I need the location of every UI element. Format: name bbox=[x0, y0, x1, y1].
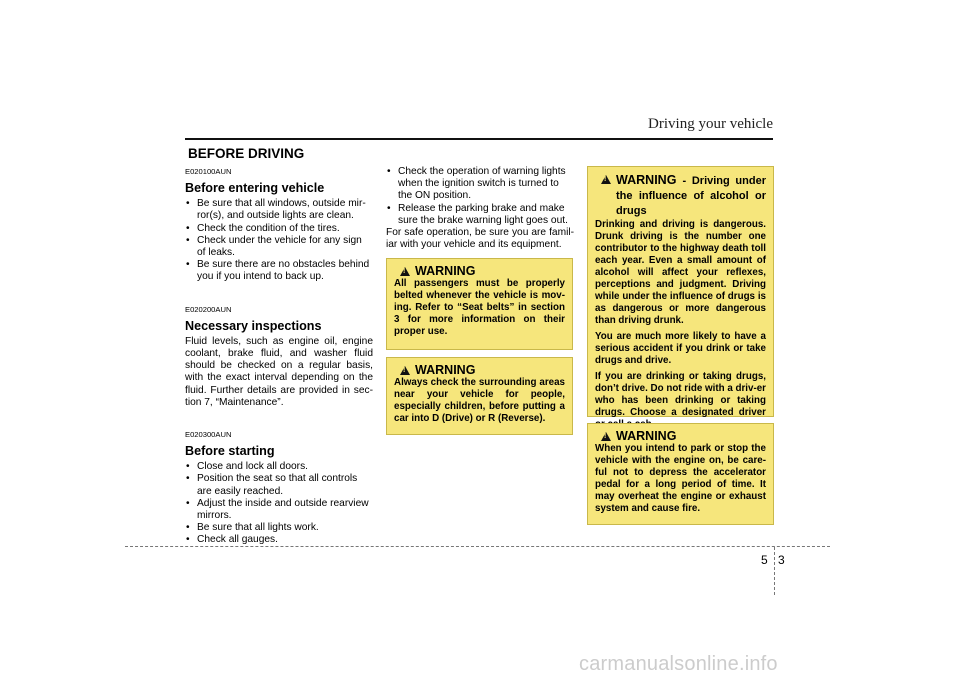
warning-box-surroundings bbox=[386, 357, 573, 435]
warning-subtitle: - Driving under the influence of alcohol or drugs bbox=[616, 175, 766, 217]
warning-title: WARNING bbox=[616, 429, 677, 443]
running-header: Driving your vehicle bbox=[648, 116, 773, 132]
warning-title: WARNING bbox=[616, 173, 677, 187]
safety-note: For safe operation, be sure you are famil-iar with your vehicle and its equipment. bbox=[386, 227, 574, 251]
checklist-middle bbox=[386, 166, 574, 227]
warning-triangle-icon bbox=[601, 175, 611, 184]
column-middle bbox=[386, 166, 574, 251]
watermark: carmanualsonline.info bbox=[579, 653, 778, 675]
warning-paragraph: You are much more likely to have a serious accident if you drink or take drugs and drive. bbox=[595, 331, 766, 366]
list-item: • Check under the vehicle for any sign of leaks. bbox=[185, 235, 373, 259]
heading-before-starting: Before starting bbox=[185, 444, 275, 459]
section-code: E020300AUN bbox=[185, 430, 232, 440]
heading-necessary-inspections: Necessary inspections bbox=[185, 318, 322, 333]
list-item: • Check all gauges. bbox=[185, 534, 373, 546]
list-item: • Be sure that all lights work. bbox=[185, 522, 373, 534]
page-number-divider bbox=[774, 547, 775, 595]
list-item: • Close and lock all doors. bbox=[185, 461, 373, 473]
list-item: • Check the operation of warning lights when the ignition switch is turned to the ON position. bbox=[386, 166, 574, 203]
warning-box-idling bbox=[587, 423, 774, 525]
list-item: • Be sure there are no obstacles behind you if you intend to back up. bbox=[185, 259, 373, 283]
heading-before-entering: Before entering vehicle bbox=[185, 181, 325, 196]
section-number: 5 bbox=[761, 553, 768, 567]
warning-title: WARNING bbox=[415, 363, 476, 377]
warning-box-alcohol bbox=[587, 166, 774, 417]
checklist-entering bbox=[185, 198, 373, 283]
warning-title: WARNING bbox=[415, 264, 476, 278]
list-item: • Release the parking brake and make sure the brake warning light goes out. bbox=[386, 203, 574, 227]
list-item: • Be sure that all windows, outside mir-ror(s), and outside lights are clean. bbox=[185, 198, 373, 222]
list-item: • Check the condition of the tires. bbox=[185, 223, 373, 235]
section-title: BEFORE DRIVING bbox=[188, 146, 305, 161]
inspections-text: Fluid levels, such as engine oil, engine coolant, brake fluid, and washer fluid should be checked on a regular basis, with the exact interval depending on the fluid. Further details are provided in sec-tion 7, “Maintenance”. bbox=[185, 335, 373, 408]
header-rule bbox=[185, 138, 773, 140]
warning-text: All passengers must be properly belted whenever the vehicle is mov-ing. Refer to “Seat belts” in section 3 for more information on their proper use. bbox=[394, 278, 565, 337]
list-item: • Position the seat so that all controls are easily reached. bbox=[185, 473, 373, 497]
footer-divider bbox=[125, 546, 830, 547]
warning-text: When you intend to park or stop the vehicle with the engine on, be care-ful not to depress the accelerator pedal for a long period of time. It may overheat the engine or exhaust system and cause fire. bbox=[595, 443, 766, 514]
column-left bbox=[185, 166, 373, 547]
section-code: E020200AUN bbox=[185, 304, 232, 314]
checklist-starting bbox=[185, 461, 373, 546]
warning-box-seat-belts bbox=[386, 258, 573, 350]
warning-triangle-icon bbox=[601, 432, 611, 441]
warning-triangle-icon bbox=[400, 366, 410, 375]
warning-triangle-icon bbox=[400, 267, 410, 276]
warning-paragraph: If you are drinking or taking drugs, don’t drive. Do not ride with a driv-er who has been drinking or taking drugs. Choose a designated driver bbox=[595, 371, 766, 418]
warning-text: Always check the surrounding areas near your vehicle for people, especially children, before putting a car into D (Drive) or R (Reverse). bbox=[394, 377, 565, 424]
warning-paragraph: Drinking and driving is dangerous. Drunk driving is the number one contributor to the highway death toll each year. Even a small amount of alcohol will affect your reflexes, perceptions and judgment. Driving while under the influence of drugs is as dangerous or more dangerous than driving drunk. bbox=[595, 219, 766, 326]
section-code: E020100AUN bbox=[185, 167, 232, 176]
page-number: 3 bbox=[778, 553, 785, 567]
list-item: • Adjust the inside and outside rearview mirrors. bbox=[185, 498, 373, 522]
